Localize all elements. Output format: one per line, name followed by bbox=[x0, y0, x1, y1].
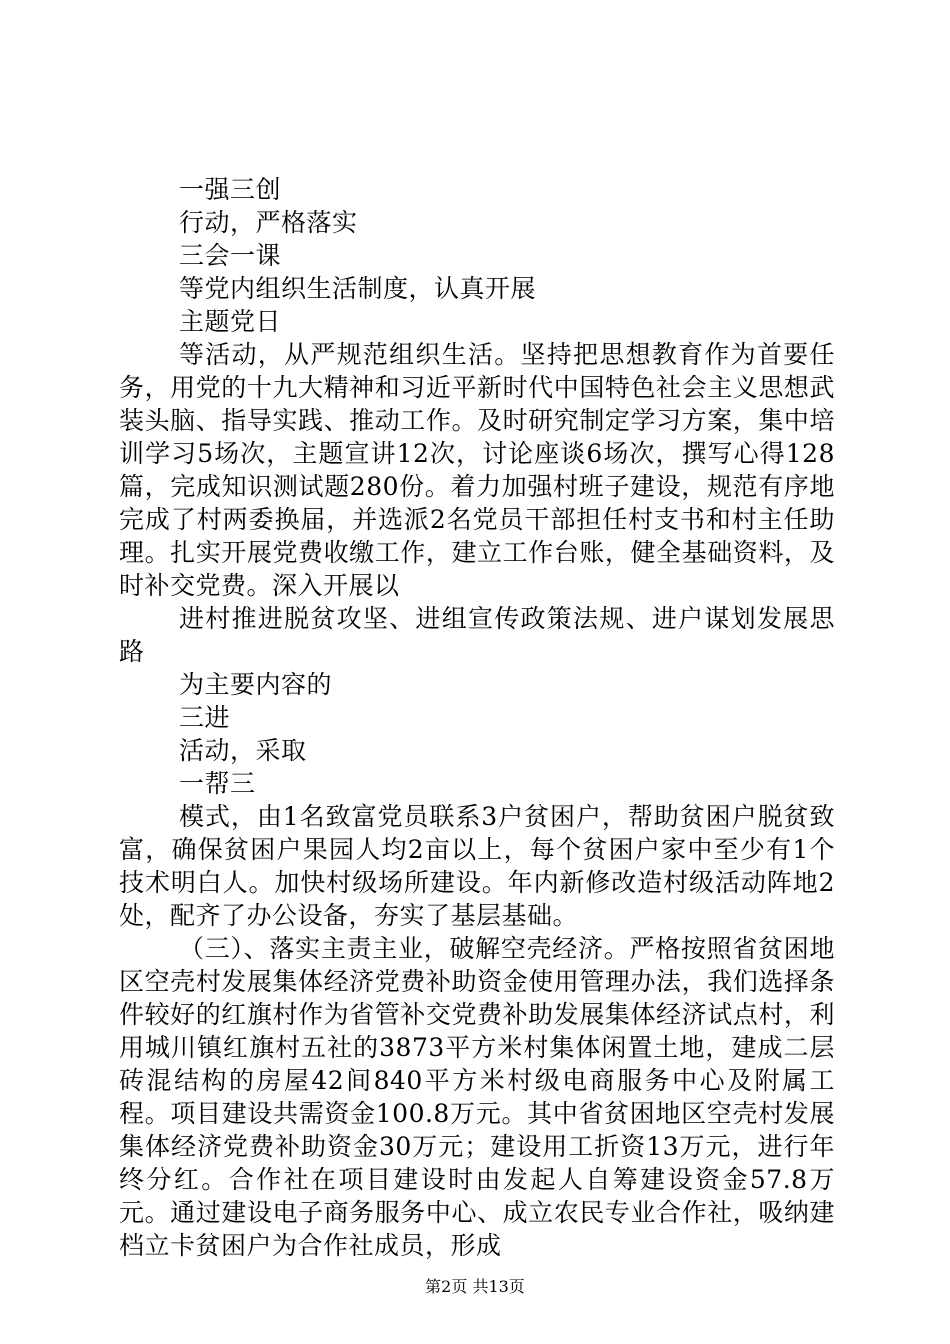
paragraph: 等党内组织生活制度，认真开展 bbox=[179, 274, 537, 303]
paragraph: 活动，采取 bbox=[179, 736, 307, 765]
paragraph: 三进 bbox=[179, 703, 231, 732]
paragraph: 等活动，从严规范组织生活。坚持把思想教育作为首要任务，用党的十九大精神和习近平新时代中国特色社会主义思想武装头脑、指导实践、推动工作。及时研究制定学习方案，集中培训学习5场次，主题宣讲12次，讨论座谈6场次，撰写心得128篇，完成知识测试题280份。着力加强村班子建设，规范有序地完成了村两委换届，并选派2名党员干部担任村支书和村主任助理。扎实开展党费收缴工作，建立工作台账，健全基础资料，及时补交党费。深入开展以 bbox=[119, 340, 835, 600]
paragraph: 模式，由1名致富党员联系3户贫困户，帮助贫困户脱贫致富，确保贫困户果园人均2亩以上，每个贫困户家中至少有1个技术明白人。加快村级场所建设。年内新修改造村级活动阵地2处，配齐了办公设备，夯实了基层基础。 bbox=[119, 802, 835, 930]
paragraph: 为主要内容的 bbox=[179, 670, 333, 699]
paragraph: 进村推进脱贫攻坚、进组宣传政策法规、进户谋划发展思路 bbox=[119, 604, 835, 666]
paragraph: 一帮三 bbox=[179, 769, 256, 798]
paragraph: 行动，严格落实 bbox=[179, 208, 358, 237]
document-body bbox=[119, 173, 835, 1262]
paragraph: 三会一课 bbox=[179, 241, 282, 270]
paragraph: 一强三创 bbox=[179, 175, 282, 204]
page-footer: 第2页 共13页 bbox=[425, 1277, 525, 1296]
paragraph: 主题党日 bbox=[179, 307, 282, 336]
paragraph: （三）、落实主责主业，破解空壳经济。严格按照省贫困地区空壳村发展集体经济党费补助资金使用管理办法，我们选择条件较好的红旗村作为省管补交党费补助发展集体经济试点村，利用城川镇红旗村五社的3873平方米村集体闲置土地，建成二层砖混结构的房屋42间840平方米村级电商服务中心及附属工程。项目建设共需资金100.8万元。其中省贫困地区空壳村发展集体经济党费补助资金30万元；建设用工折资13万元，进行年终分红。合作社在项目建设时由发起人自筹建设资金57.8万元。通过建设电子商务服务中心、成立农民专业合作社，吸纳建档立卡贫困户为合作社成员，形成 bbox=[119, 934, 835, 1260]
